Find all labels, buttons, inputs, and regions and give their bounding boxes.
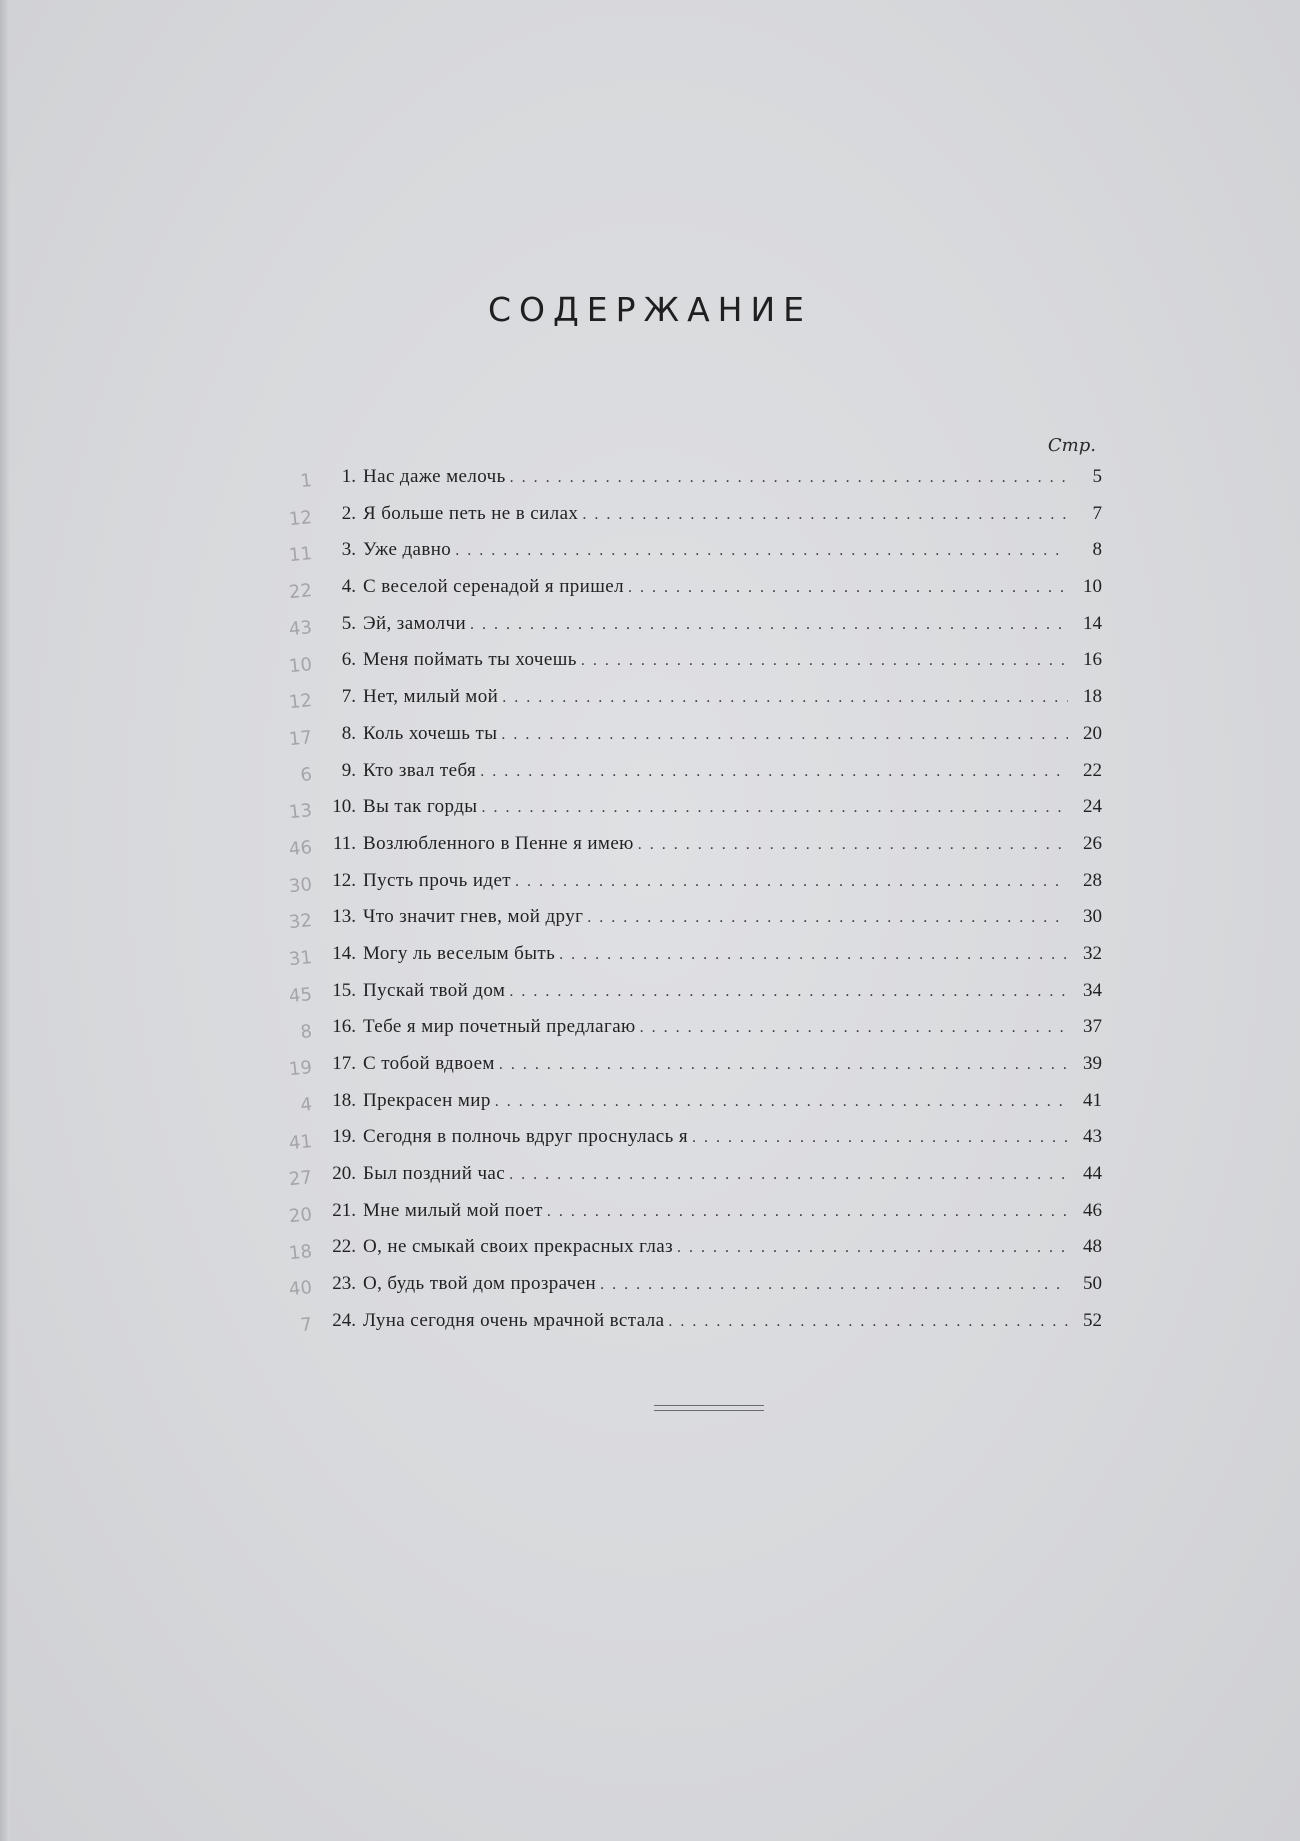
- toc-entry-page: 43: [1083, 1126, 1102, 1148]
- margin-pencil-note: 4: [299, 1093, 313, 1116]
- toc-dot-leader: [455, 542, 1068, 560]
- page-title: СОДЕРЖАНИЕ: [487, 290, 813, 329]
- toc-entry-title: Я больше петь не в силах: [363, 502, 579, 524]
- toc-entry: [318, 539, 1102, 576]
- toc-entry-page: 14: [1083, 612, 1102, 634]
- toc-dot-leader: [480, 763, 1068, 781]
- toc-entry-title: Сегодня в полночь вдруг проснулась я: [363, 1126, 688, 1148]
- toc-entry-number: 23.: [332, 1273, 356, 1295]
- toc-dot-leader: [581, 652, 1068, 670]
- toc-entry-number: 5.: [341, 612, 356, 634]
- toc-entry-page: 52: [1083, 1309, 1102, 1331]
- margin-pencil-note: 11: [288, 543, 313, 567]
- margin-pencil-note: 40: [288, 1277, 313, 1301]
- toc-dot-leader: [582, 506, 1068, 524]
- margin-pencil-note: 7: [299, 1314, 313, 1337]
- toc-entry: [318, 503, 1102, 540]
- toc-entry-title: Был поздний час: [363, 1163, 506, 1185]
- toc-dot-leader: [501, 726, 1068, 744]
- toc-entry-number: 17.: [332, 1053, 356, 1074]
- toc-entry-number: 18.: [332, 1089, 356, 1111]
- toc-entry-page: 8: [1092, 539, 1102, 561]
- toc-entry-page: 5: [1092, 466, 1102, 487]
- toc-dot-leader: [600, 1276, 1068, 1294]
- toc-entry-page: 50: [1083, 1273, 1102, 1295]
- toc-entry-number: 16.: [332, 1016, 356, 1038]
- toc-entry-title: Нет, милый мой: [363, 686, 499, 708]
- toc-entry: [318, 1236, 1102, 1273]
- toc-entry-title: Что значит гнев, мой друг: [363, 906, 584, 928]
- toc-dot-leader: [638, 836, 1068, 854]
- toc-entry: [318, 576, 1102, 613]
- toc-entry-number: 11.: [332, 832, 356, 854]
- toc-entry-title: С веселой серенадой я пришел: [363, 576, 624, 598]
- toc-entry: [318, 723, 1102, 760]
- toc-dot-leader: [692, 1129, 1068, 1147]
- toc-entry-number: 10.: [332, 796, 356, 818]
- toc-entry-number: 22.: [332, 1236, 356, 1258]
- toc-dot-leader: [628, 579, 1068, 597]
- toc-entry-page: 48: [1083, 1236, 1102, 1258]
- toc-dot-leader: [677, 1239, 1068, 1257]
- toc-entry-number: 24.: [332, 1309, 356, 1331]
- toc-entry-number: 7.: [341, 686, 356, 708]
- margin-pencil-note: 17: [288, 726, 313, 751]
- toc-entry-number: 8.: [341, 722, 356, 744]
- margin-pencil-note: 19: [288, 1057, 313, 1081]
- page-column-label: Стр.: [1047, 435, 1096, 456]
- toc-dot-leader: [509, 983, 1068, 1001]
- page-edge-shadow: [0, 0, 10, 1841]
- toc-entry: [318, 906, 1102, 943]
- toc-entry-page: 24: [1083, 796, 1102, 818]
- toc-entry: [318, 466, 1102, 503]
- toc-entry-number: 1.: [341, 466, 356, 487]
- toc-dot-leader: [495, 1093, 1068, 1111]
- toc-entry-page: 20: [1083, 722, 1102, 744]
- toc-entry: [318, 649, 1102, 686]
- toc-dot-leader: [499, 1056, 1068, 1074]
- toc-entry-page: 7: [1092, 502, 1102, 524]
- toc-entry: [318, 1126, 1102, 1163]
- toc-dot-leader: [640, 1019, 1068, 1037]
- toc-entry: [318, 796, 1102, 833]
- toc-entry: [318, 760, 1102, 797]
- toc-dot-leader: [510, 469, 1068, 487]
- toc-dot-leader: [470, 616, 1068, 634]
- toc-entry-page: 22: [1083, 759, 1102, 781]
- toc-entry-page: 28: [1083, 869, 1102, 891]
- toc-entry-number: 21.: [332, 1199, 356, 1221]
- margin-pencil-note: 12: [288, 690, 313, 714]
- toc-entry-title: Коль хочешь ты: [363, 722, 498, 744]
- toc-entry-page: 10: [1083, 576, 1102, 598]
- toc-dot-leader: [502, 689, 1068, 707]
- margin-pencil-note: 12: [288, 506, 313, 530]
- toc-entry: [318, 833, 1102, 870]
- margin-pencil-note: 18: [288, 1240, 313, 1264]
- toc-entry-number: 6.: [341, 649, 356, 671]
- toc-entry-title: Нас даже мелочь: [363, 466, 506, 487]
- toc-dot-leader: [668, 1313, 1068, 1331]
- toc-entry: [318, 943, 1102, 980]
- toc-entry-page: 30: [1083, 906, 1102, 928]
- toc-entry-page: 46: [1083, 1199, 1102, 1221]
- toc-entry-number: 20.: [332, 1163, 356, 1185]
- toc-dot-leader: [559, 946, 1068, 964]
- toc-dot-leader: [515, 873, 1068, 891]
- toc-entry-number: 3.: [341, 539, 356, 561]
- toc-entry-number: 12.: [332, 869, 356, 891]
- toc-entry: [318, 1273, 1102, 1310]
- toc-entry-number: 2.: [341, 502, 356, 524]
- toc-dot-leader: [481, 799, 1068, 817]
- toc-entry-title: Кто звал тебя: [363, 759, 477, 781]
- toc-entry: [318, 1090, 1102, 1127]
- toc-entry-title: С тобой вдвоем: [363, 1053, 495, 1074]
- toc-entry-title: О, будь твой дом прозрачен: [363, 1273, 597, 1295]
- toc-entry-number: 4.: [341, 576, 356, 598]
- toc-entry-page: 32: [1083, 942, 1102, 964]
- margin-pencil-note: 8: [299, 1020, 313, 1043]
- toc-entry: [318, 1053, 1102, 1090]
- margin-pencil-note: 1: [299, 469, 313, 493]
- toc-entry-title: Возлюбленного в Пенне я имею: [363, 832, 634, 854]
- margin-pencil-note: 10: [288, 653, 313, 677]
- toc-entry-title: Эй, замолчи: [363, 612, 467, 634]
- toc-entry-page: 26: [1083, 832, 1102, 854]
- toc-entry-title: Мне милый мой поет: [363, 1199, 543, 1221]
- toc-entry-page: 18: [1083, 686, 1102, 708]
- toc-entry-title: Вы так горды: [363, 796, 478, 818]
- toc-entry-number: 15.: [332, 979, 356, 1001]
- toc-dot-leader: [509, 1166, 1068, 1184]
- toc-entry: [318, 613, 1102, 650]
- margin-pencil-note: 27: [288, 1167, 313, 1191]
- toc-entry-title: Меня поймать ты хочешь: [363, 649, 577, 671]
- margin-pencil-note: 6: [299, 763, 313, 786]
- margin-pencil-note: 32: [288, 910, 313, 934]
- toc-entry-title: Уже давно: [363, 539, 452, 561]
- toc-entry: [318, 1310, 1102, 1347]
- margin-pencil-note: 13: [288, 800, 313, 824]
- toc-entry-title: Тебе я мир почетный предлагаю: [363, 1016, 636, 1038]
- toc-entry-title: Пускай твой дом: [363, 979, 506, 1001]
- toc-entry-title: Могу ль веселым быть: [363, 942, 556, 964]
- toc-entry: [318, 1163, 1102, 1200]
- end-rule-divider: [654, 1405, 764, 1411]
- toc-entry: [318, 1016, 1102, 1053]
- toc-entry-page: 16: [1083, 649, 1102, 671]
- toc-dot-leader: [587, 909, 1068, 927]
- margin-pencil-note: 45: [288, 983, 313, 1008]
- toc-entry-page: 44: [1083, 1163, 1102, 1185]
- margin-pencil-note: 30: [288, 873, 313, 897]
- toc-dot-leader: [547, 1203, 1068, 1221]
- toc-entry-page: 41: [1083, 1089, 1102, 1111]
- toc-entry-title: Луна сегодня очень мрачной встала: [363, 1309, 665, 1331]
- toc-entry-number: 19.: [332, 1126, 356, 1148]
- margin-pencil-note: 22: [288, 580, 313, 604]
- toc-entry-number: 14.: [332, 942, 356, 964]
- margin-pencil-note: 20: [288, 1203, 313, 1228]
- toc-entry-page: 37: [1083, 1016, 1102, 1038]
- toc-entry: [318, 980, 1102, 1017]
- toc-entry: [318, 870, 1102, 907]
- toc-entry-title: Пусть прочь идет: [363, 869, 511, 891]
- toc-entry-page: 34: [1083, 979, 1102, 1001]
- toc-entry-number: 13.: [332, 906, 356, 928]
- table-of-contents: [318, 466, 1102, 1347]
- margin-pencil-note: 46: [288, 836, 313, 861]
- toc-entry: [318, 1200, 1102, 1237]
- margin-pencil-note: 31: [288, 947, 313, 971]
- margin-pencil-note: 43: [288, 616, 313, 641]
- toc-entry: [318, 686, 1102, 723]
- toc-entry-number: 9.: [341, 759, 356, 781]
- margin-pencil-note: 41: [288, 1130, 313, 1154]
- toc-entry-title: О, не смыкай своих прекрасных глаз: [363, 1236, 674, 1258]
- toc-entry-page: 39: [1083, 1053, 1102, 1074]
- toc-entry-title: Прекрасен мир: [363, 1089, 491, 1111]
